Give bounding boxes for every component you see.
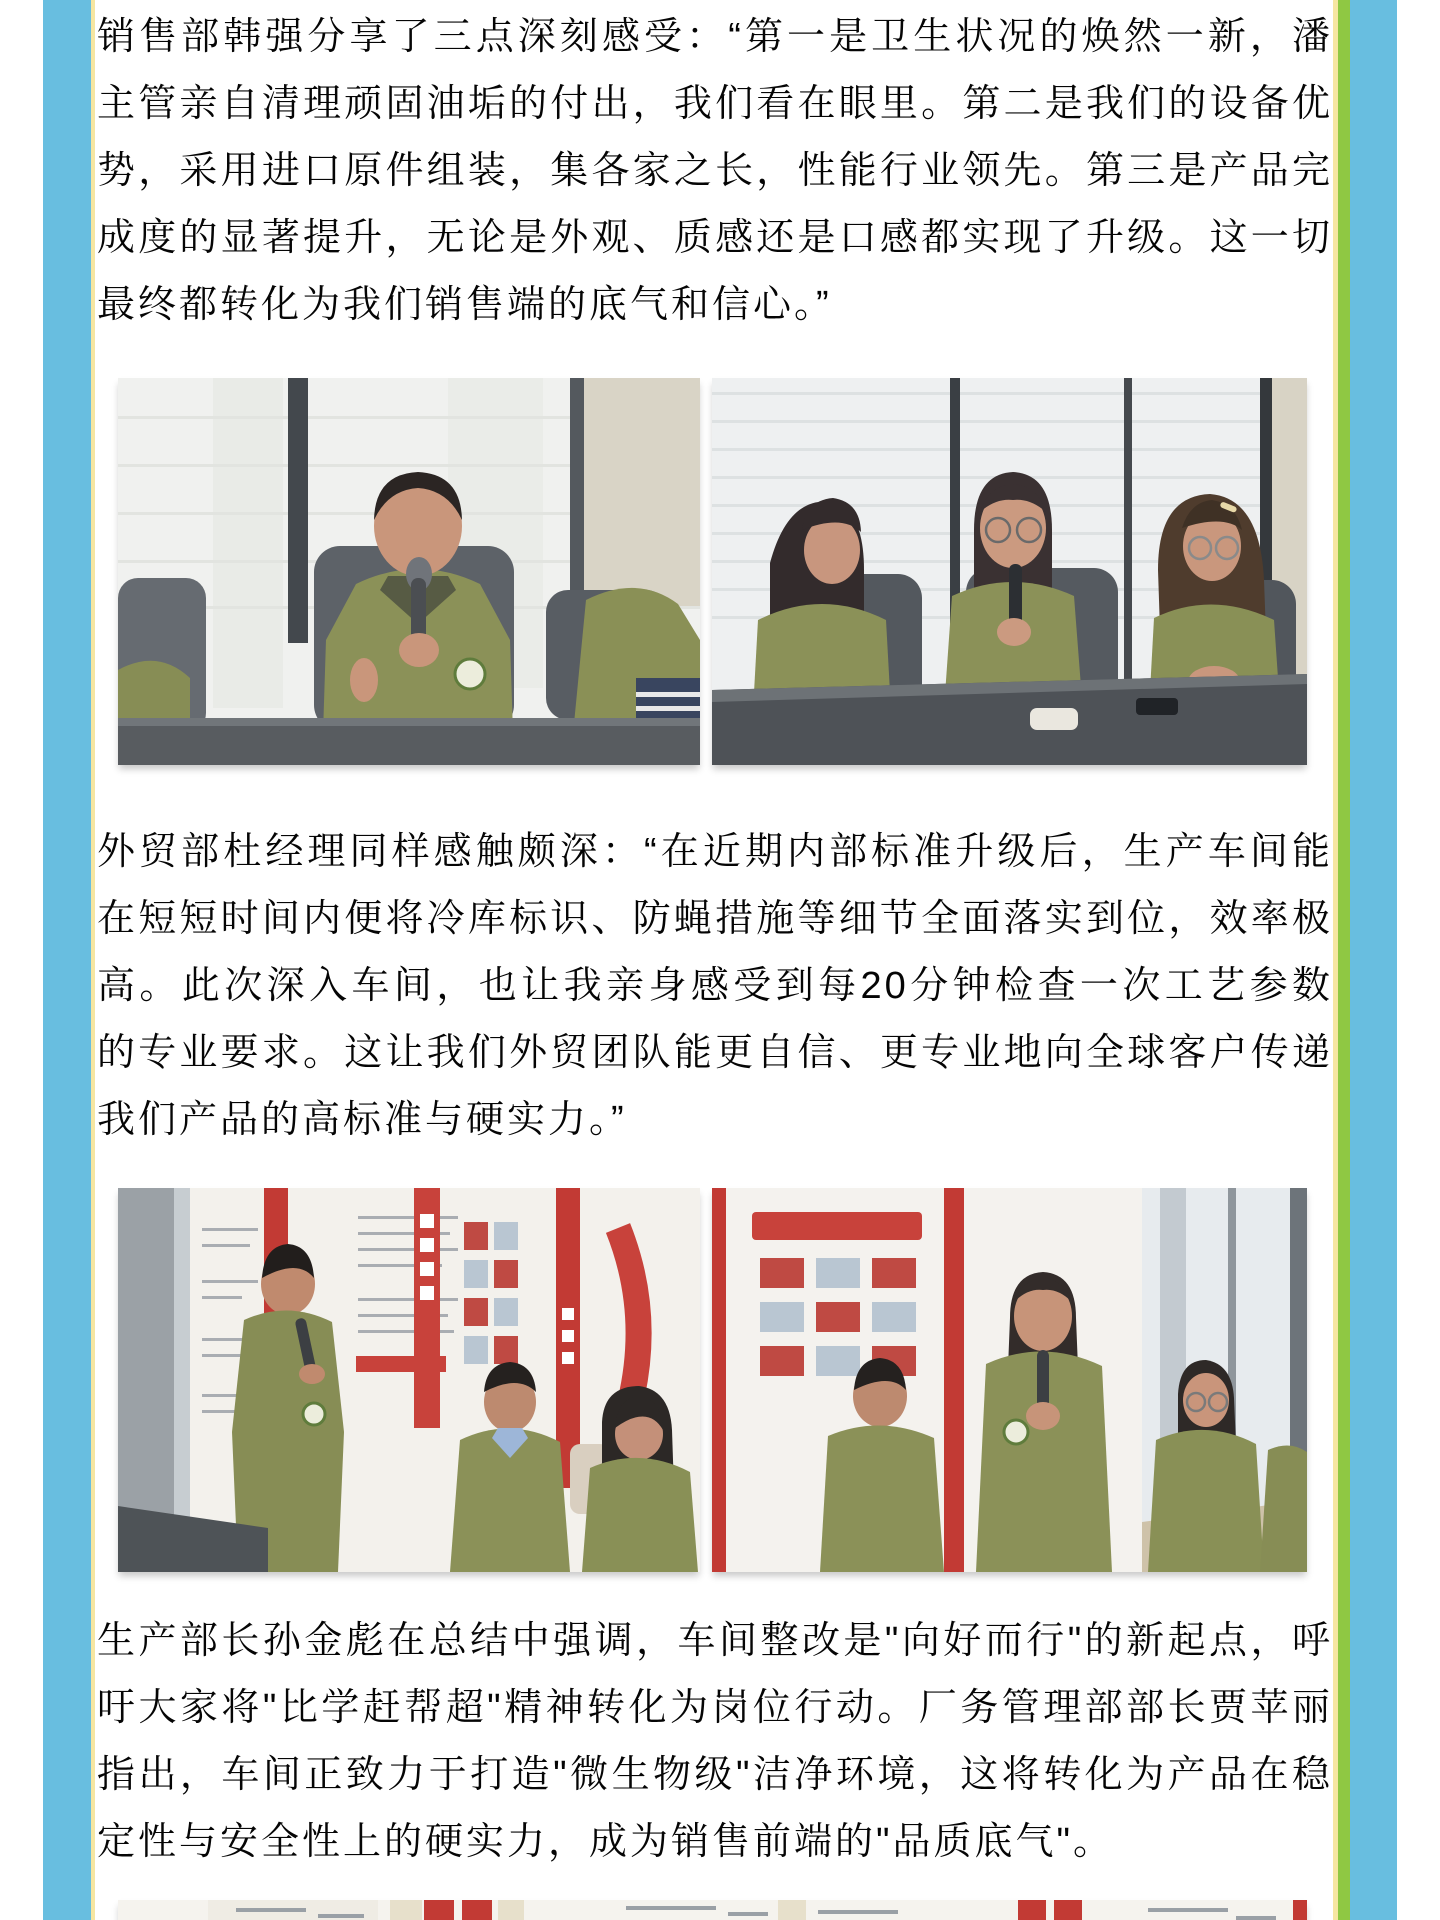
culture-wall-photo-standing-man[interactable]: [118, 1188, 700, 1572]
bottom-photo-partial-illustration: [118, 1900, 1307, 1920]
paragraph-sales-feedback: 销售部韩强分享了三点深刻感受：“第一是卫生状况的焕然一新，潘主管亲自清理顽固油垢的付出，我们看在眼里。第二是我们的设备优势，采用进口原件组装，集各家之长，性能行业领先。第三是产品完成度的显著提升，无论是外观、质感还是口感都实现了升级。这一切最终都转化为我们销售端的底气和信心。”: [97, 16, 1333, 326]
meeting-photo-three-women-illustration: [712, 378, 1307, 765]
paragraph-production-summary: 生产部长孙金彪在总结中强调，车间整改是"向好而行"的新起点，呼吁大家将"比学赶帮超"精神转化为岗位行动。厂务管理部部长贾苹丽指出，车间正致力于打造"微生物级"洁净环境，这将转化为产品在稳定性与安全性上的硬实力，成为销售前端的"品质底气"。: [97, 1620, 1333, 1863]
left-blue-border: [43, 0, 91, 1920]
meeting-photo-three-women[interactable]: [712, 378, 1307, 765]
right-blue-border: [1350, 0, 1397, 1920]
photo-row-2: [118, 1188, 1307, 1572]
left-yellow-border: [91, 0, 95, 1920]
right-green-border: [1338, 0, 1350, 1920]
culture-wall-photo-standing-man-illustration: [118, 1188, 700, 1572]
culture-wall-photo-standing-woman[interactable]: [712, 1188, 1307, 1572]
culture-wall-photo-standing-woman-illustration: [712, 1188, 1307, 1572]
paragraph-trade-feedback: 外贸部杜经理同样感触颇深：“在近期内部标准升级后，生产车间能在短短时间内便将冷库标识、防蝇措施等细节全面落实到位，效率极高。此次深入车间，也让我亲身感受到每20分钟检查一次工艺参数的专业要求。这让我们外贸团队能更自信、更专业地向全球客户传递我们产品的高标准与硬实力。”: [97, 831, 1333, 1141]
meeting-photo-man-with-mic-illustration: [118, 378, 700, 765]
bottom-photo-partial[interactable]: [118, 1900, 1307, 1920]
meeting-photo-man-with-mic[interactable]: [118, 378, 700, 765]
photo-row-1: [118, 378, 1307, 765]
